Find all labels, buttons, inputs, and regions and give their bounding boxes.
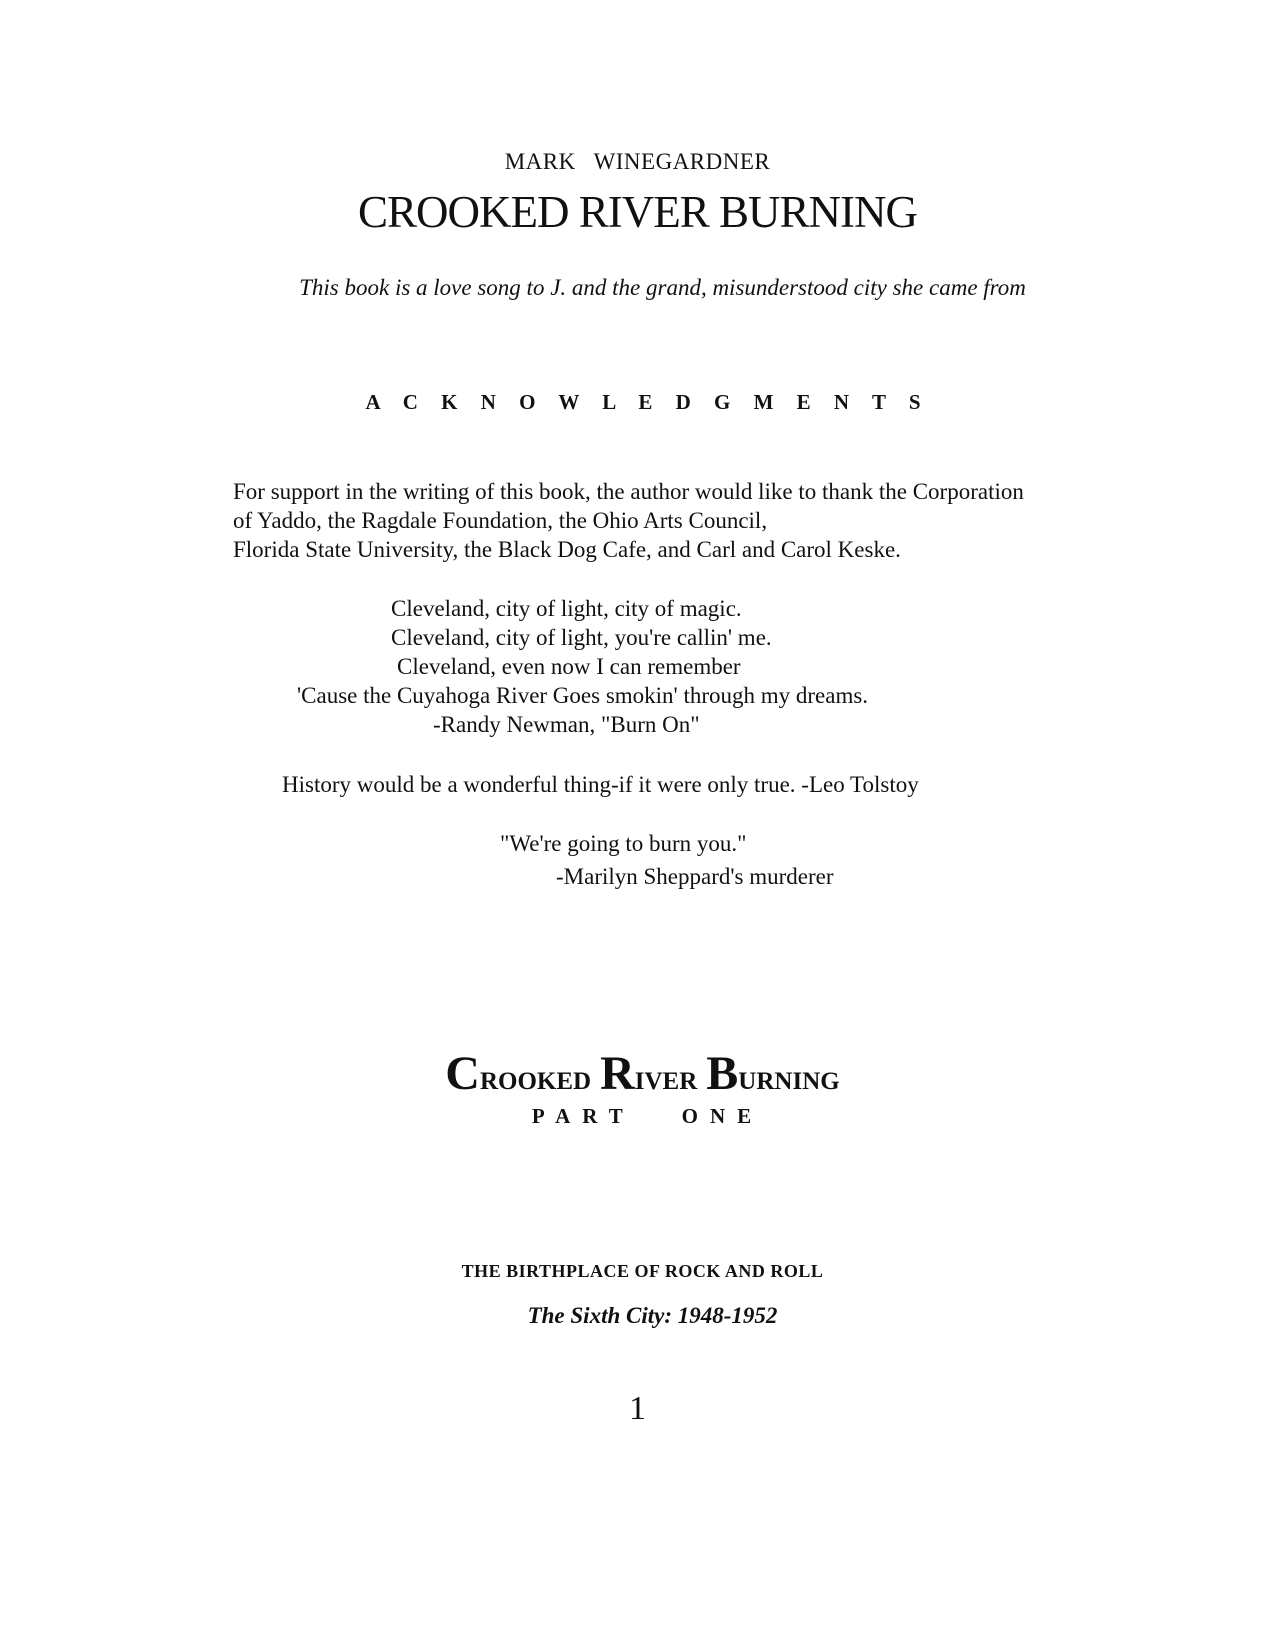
part-title-rest: urning [738,1057,840,1097]
part-title-initial: R [600,1047,635,1100]
section-heading: THE BIRTHPLACE OF ROCK AND ROLL [461,1261,824,1281]
acknowledgments-heading: A C K N O W L E D G M E N T S [365,390,930,414]
part-title-initial: C [445,1047,480,1100]
author-name: MARK WINEGARDNER [504,149,771,174]
part-title-word [706,1047,840,1100]
part-title-initial: B [706,1047,739,1100]
book-title: CROOKED RIVER BURNING [357,187,917,237]
epigraph-lyric-line: Cleveland, even now I can remember [397,654,741,679]
acknowledgments-line: of Yaddo, the Ragdale Foundation, the Ohio Arts Council, [233,508,768,533]
acknowledgments-line: For support in the writing of this book, the author would like to thank the Corporation [233,479,1024,504]
epigraph-lyric-line: 'Cause the Cuyahoga River Goes smokin' through my dreams. [297,683,869,708]
epigraph-lyric-line: Cleveland, city of light, city of magic. [391,596,742,621]
part-title-word [600,1047,698,1100]
part-title-rest: iver [634,1057,698,1097]
part-label: PART ONE [531,1104,764,1128]
section-subtitle: The Sixth City: 1948-1952 [527,1303,778,1328]
part-title-word [445,1047,592,1100]
epigraph-lyric-line: Cleveland, city of light, you're callin' me. [391,625,772,650]
part-title [0,1047,1275,1100]
epigraph-tolstoy: History would be a wonderful thing-if it were only true. -Leo Tolstoy [282,772,919,797]
page-number: 1 [629,1390,646,1427]
acknowledgments-line: Florida State University, the Black Dog Cafe, and Carl and Carol Keske. [233,537,901,562]
epigraph-murderer-attribution: -Marilyn Sheppard's murderer [556,864,834,889]
epigraph-attribution: -Randy Newman, "Burn On" [433,712,700,737]
epigraph-murderer-quote: "We're going to burn you." [500,831,747,856]
part-title-rest: rooked [479,1057,592,1097]
dedication: This book is a love song to J. and the grand, misunderstood city she came from [299,275,1026,300]
